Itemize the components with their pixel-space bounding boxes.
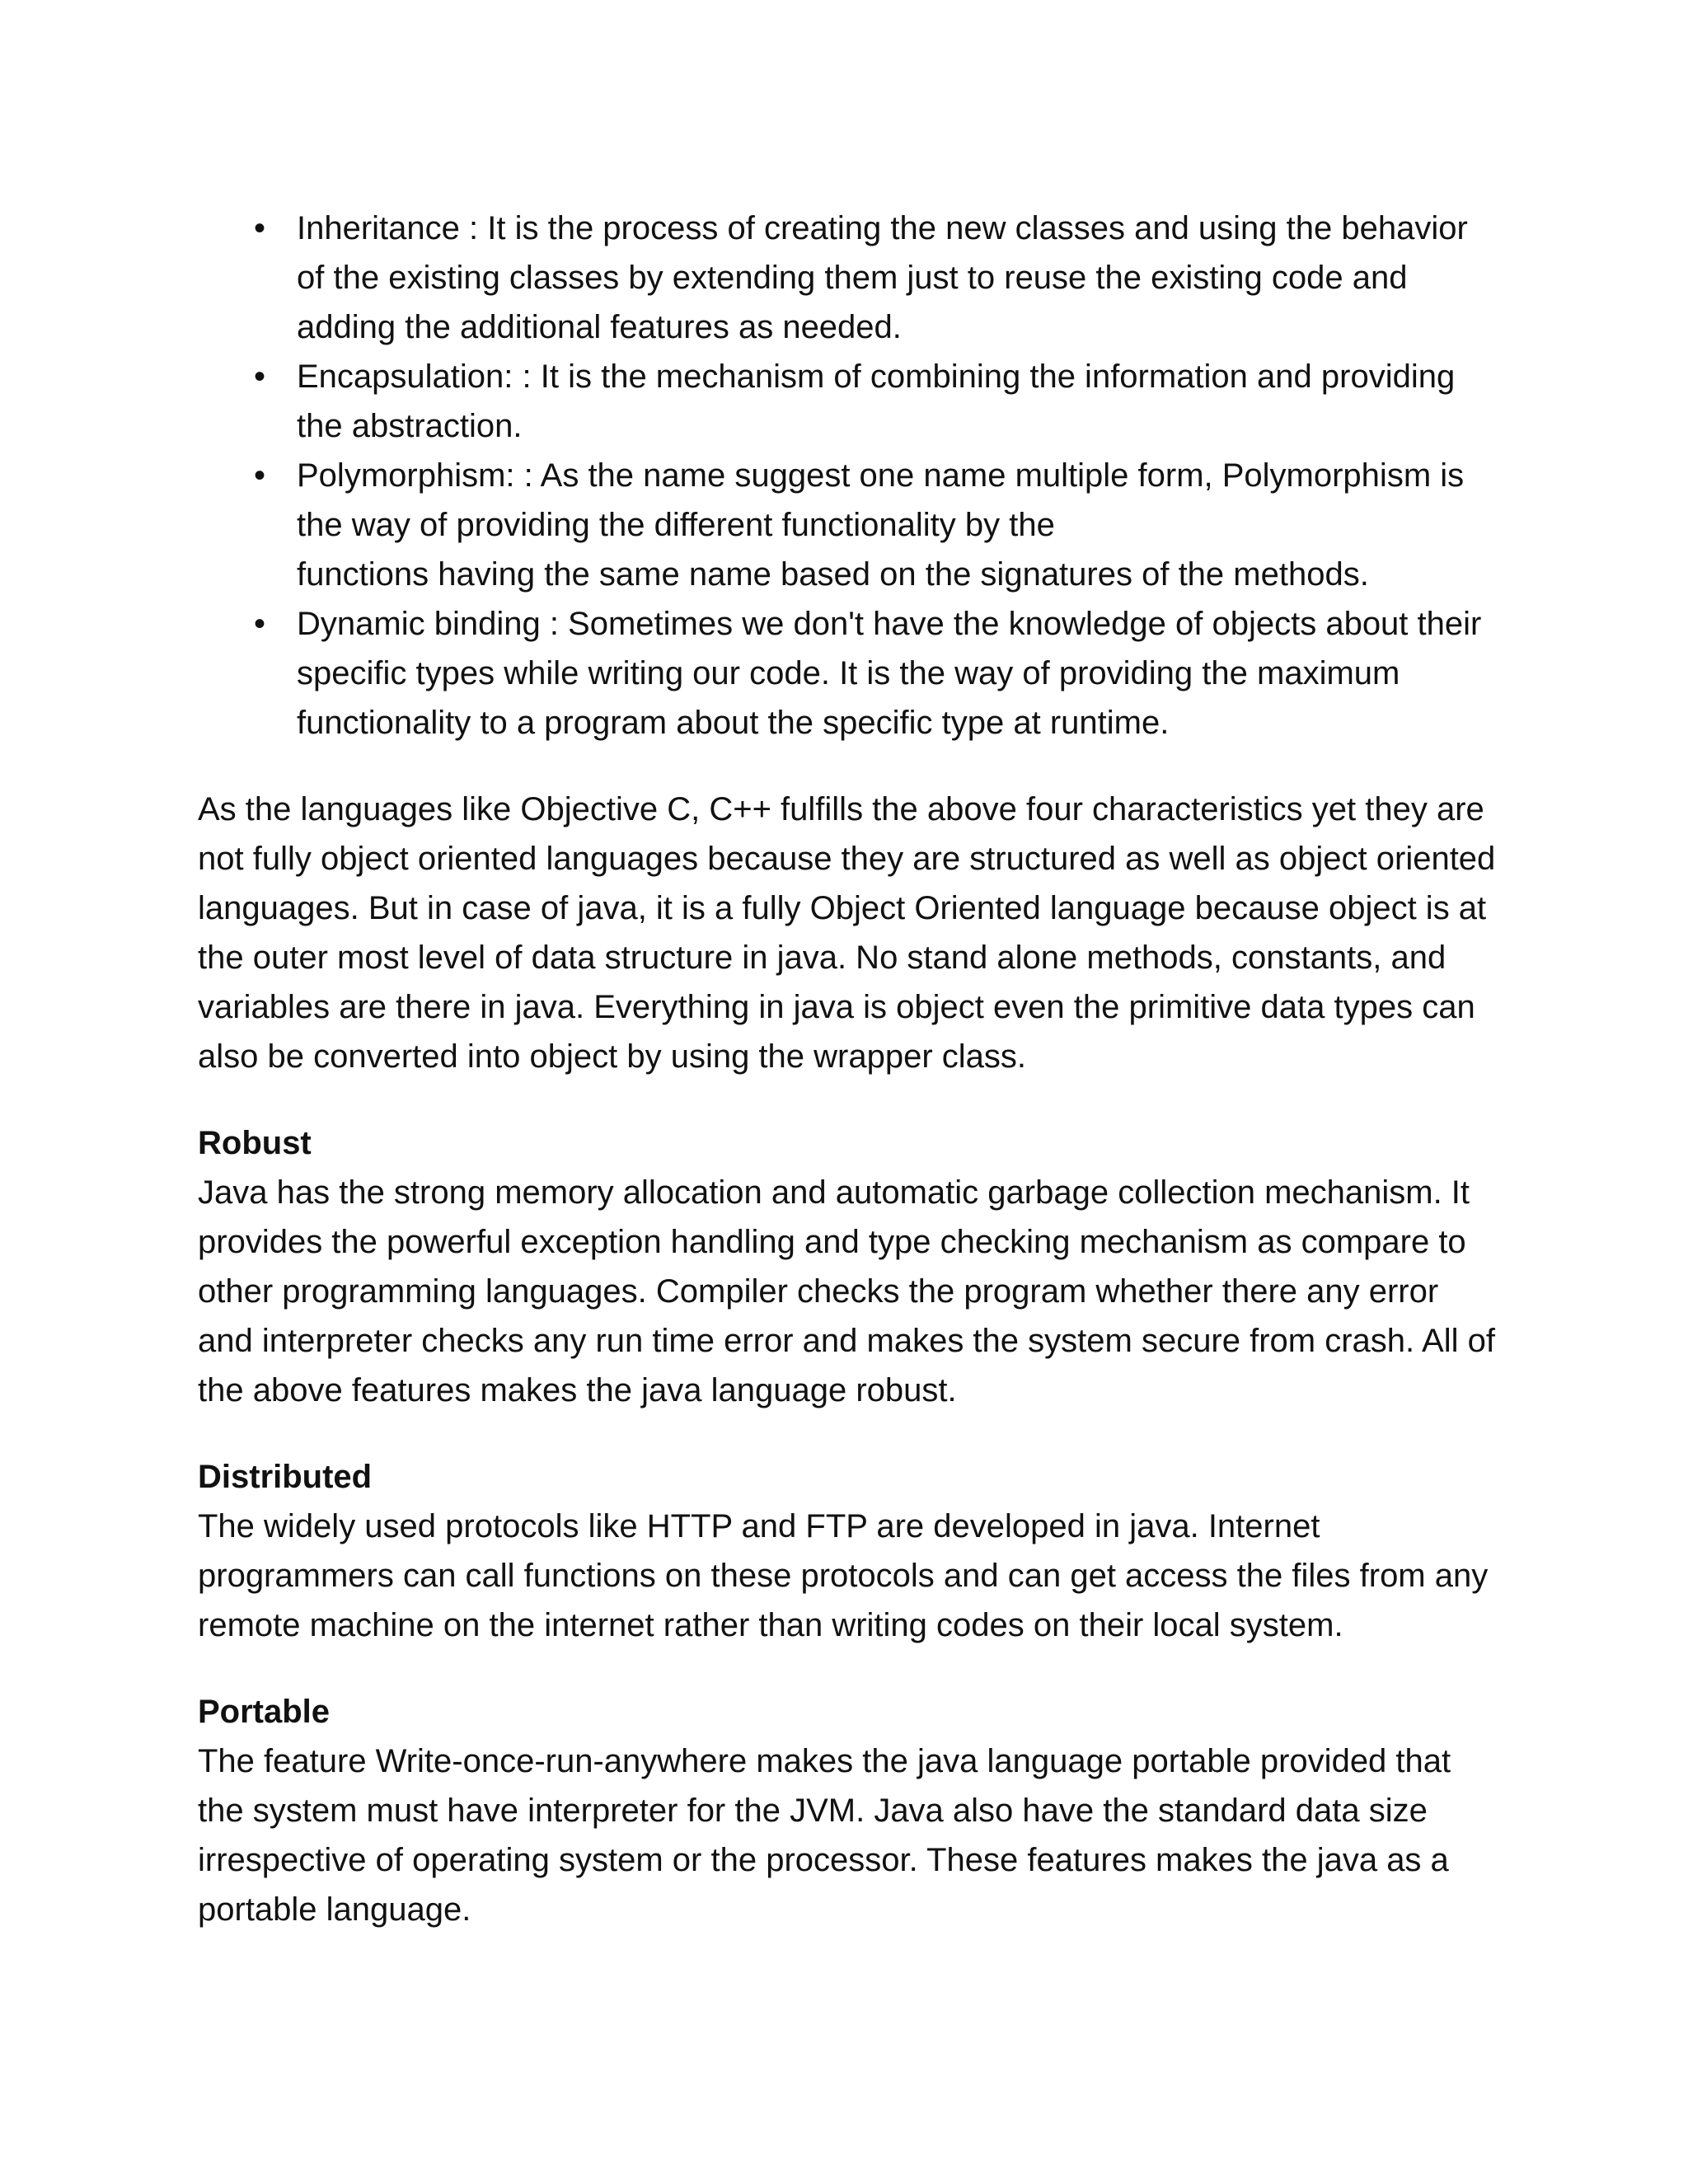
list-item-polymorphism [198,451,1500,599]
bullet-marker: • [253,359,265,395]
section-body: Java has the strong memory allocation and automatic garbage collection mechanism. It provides the powerful exception handling and type checking mechanism as compare to other programming languages. Compiler checks the program whether there any error and interpreter checks any run time error and makes the system secure from crash. All of the above features makes the java language robust. [198,1174,1495,1408]
oop-features-list [198,204,1500,748]
list-item-encapsulation [198,352,1500,451]
list-item-inheritance [198,204,1500,352]
page-content [198,204,1500,1934]
intro-paragraph: As the languages like Objective C, C++ fulfills the above four characteristics yet they are not fully object oriented languages because they are structured as well as object oriented languages. But in case of java, it is a fully Object Oriented language because object is at the outer most level of data structure in java. No stand alone methods, constants, and variables are there in java. Everything in java is object even the primitive data types can also be converted into object by using the wrapper class. [198,791,1496,1075]
list-item-text: Inheritance : It is the process of creating the new classes and using the behavior of the existing classes by extending them just to reuse the existing code and adding the additional features as needed. [297,210,1468,345]
section-distributed [198,1452,1500,1650]
section-heading: Robust [198,1125,312,1161]
section-robust [198,1118,1500,1415]
list-item-text-continued: functions having the same name based on the signatures of the methods. [297,556,1369,593]
list-item-text: Polymorphism: : As the name suggest one name multiple form, Polymorphism is the way of providing the different functionality by the [297,457,1465,543]
section-body: The feature Write-once-run-anywhere makes the java language portable provided that the system must have interpreter for the JVM. Java also have the standard data size irrespective of operating system or the processor. These features makes the java as a portable language. [198,1743,1451,1928]
bullet-marker: • [253,210,265,246]
list-item-text: Dynamic binding : Sometimes we don't have the knowledge of objects about their specific types while writing our code. It is the way of providing the maximum functionality to a program about the specific type at runtime. [297,606,1482,741]
list-item-dynamic-binding [198,599,1500,748]
list-item-text: Encapsulation: : It is the mechanism of combining the information and providing the abstraction. [297,359,1456,444]
section-body: The widely used protocols like HTTP and FTP are developed in java. Internet programmers can call functions on these protocols and can get access the files from any remote machine on the internet rather than writing codes on their local system. [198,1508,1489,1643]
section-heading: Portable [198,1694,331,1730]
bullet-marker: • [253,606,265,642]
section-portable [198,1687,1500,1934]
section-heading: Distributed [198,1459,373,1495]
bullet-marker: • [253,457,265,494]
